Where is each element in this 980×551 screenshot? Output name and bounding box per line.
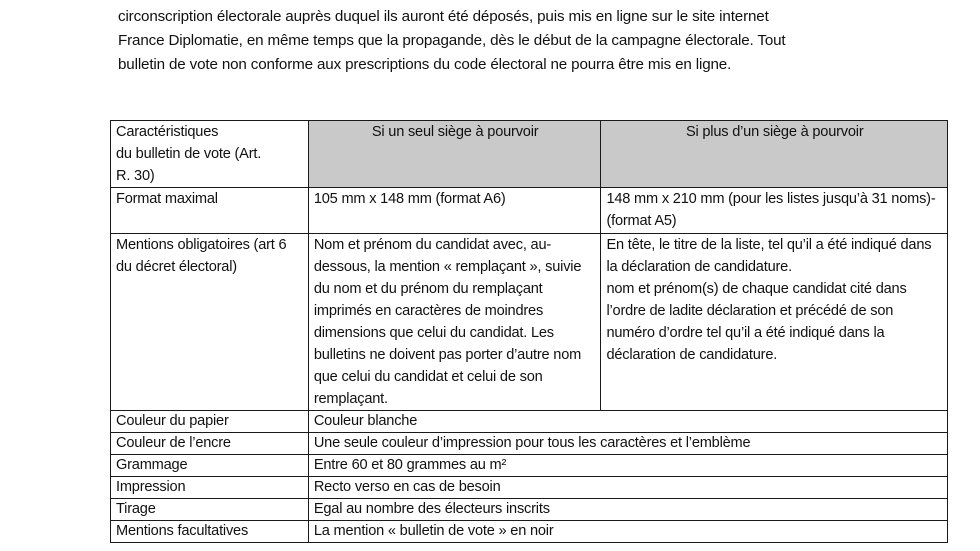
- row-label: Format maximal: [111, 188, 309, 234]
- cell-single-seat: Nom et prénom du candidat avec, au-dessous, la mention « remplaçant », suivie du nom et du prénom du remplaçant imprimés en caractères de moindres dimensions que celui du candidat. Les bulletins ne doivent pas porter d’autre nom que celui du candidat et celui de son remplaçant.: [308, 234, 601, 411]
- cell-value: Recto verso en cas de besoin: [308, 477, 947, 499]
- table-row: [111, 499, 948, 521]
- table-row: [111, 188, 948, 234]
- cell-value: Une seule couleur d’impression pour tous les caractères et l’emblème: [308, 433, 947, 455]
- row-label: Mentions obligatoires (art 6 du décret électoral): [111, 234, 309, 411]
- table-row: [111, 521, 948, 543]
- ballot-specifications-table: [110, 120, 948, 543]
- header-characteristics: [111, 121, 309, 188]
- row-label: Couleur de l’encre: [111, 433, 309, 455]
- row-label: Grammage: [111, 455, 309, 477]
- intro-paragraph: [118, 5, 918, 77]
- intro-line: France Diplomatie, en même temps que la propagande, dès le début de la campagne électorale. Tout: [118, 32, 786, 49]
- cell-value: Couleur blanche: [308, 411, 947, 433]
- cell-multi-seat: 148 mm x 210 mm (pour les listes jusqu’à 31 noms)-(format A5): [601, 188, 948, 234]
- row-label: Tirage: [111, 499, 309, 521]
- table-row: [111, 477, 948, 499]
- table-row: [111, 433, 948, 455]
- header-characteristics-line: du bulletin de vote (Art.: [116, 146, 262, 162]
- header-single-seat: Si un seul siège à pourvoir: [308, 121, 601, 188]
- row-label: Impression: [111, 477, 309, 499]
- cell-value: Entre 60 et 80 grammes au m²: [308, 455, 947, 477]
- multi-seat-paragraph: nom et prénom(s) de chaque candidat cité dans l’ordre de ladite déclaration et précédé de son numéro d’ordre tel qu’il a été indiqué dans la déclaration de candidature.: [606, 281, 907, 363]
- table-row: [111, 411, 948, 433]
- table-row: [111, 455, 948, 477]
- table-row: [111, 234, 948, 411]
- intro-line: bulletin de vote non conforme aux prescriptions du code électoral ne pourra être mis en ligne.: [118, 56, 732, 73]
- header-characteristics-line: Caractéristiques: [116, 124, 219, 140]
- header-characteristics-line: R. 30): [116, 168, 155, 184]
- multi-seat-paragraph: En tête, le titre de la liste, tel qu’il a été indiqué dans la déclaration de candidature.: [606, 237, 932, 275]
- header-multi-seat: Si plus d’un siège à pourvoir: [601, 121, 948, 188]
- row-label: Couleur du papier: [111, 411, 309, 433]
- intro-line: circonscription électorale auprès duquel ils auront été déposés, puis mis en ligne sur le site internet: [118, 8, 769, 25]
- cell-value: La mention « bulletin de vote » en noir: [308, 521, 947, 543]
- table-header-row: [111, 121, 948, 188]
- cell-value: Egal au nombre des électeurs inscrits: [308, 499, 947, 521]
- cell-multi-seat: [601, 234, 948, 411]
- cell-single-seat: 105 mm x 148 mm (format A6): [308, 188, 601, 234]
- row-label: Mentions facultatives: [111, 521, 309, 543]
